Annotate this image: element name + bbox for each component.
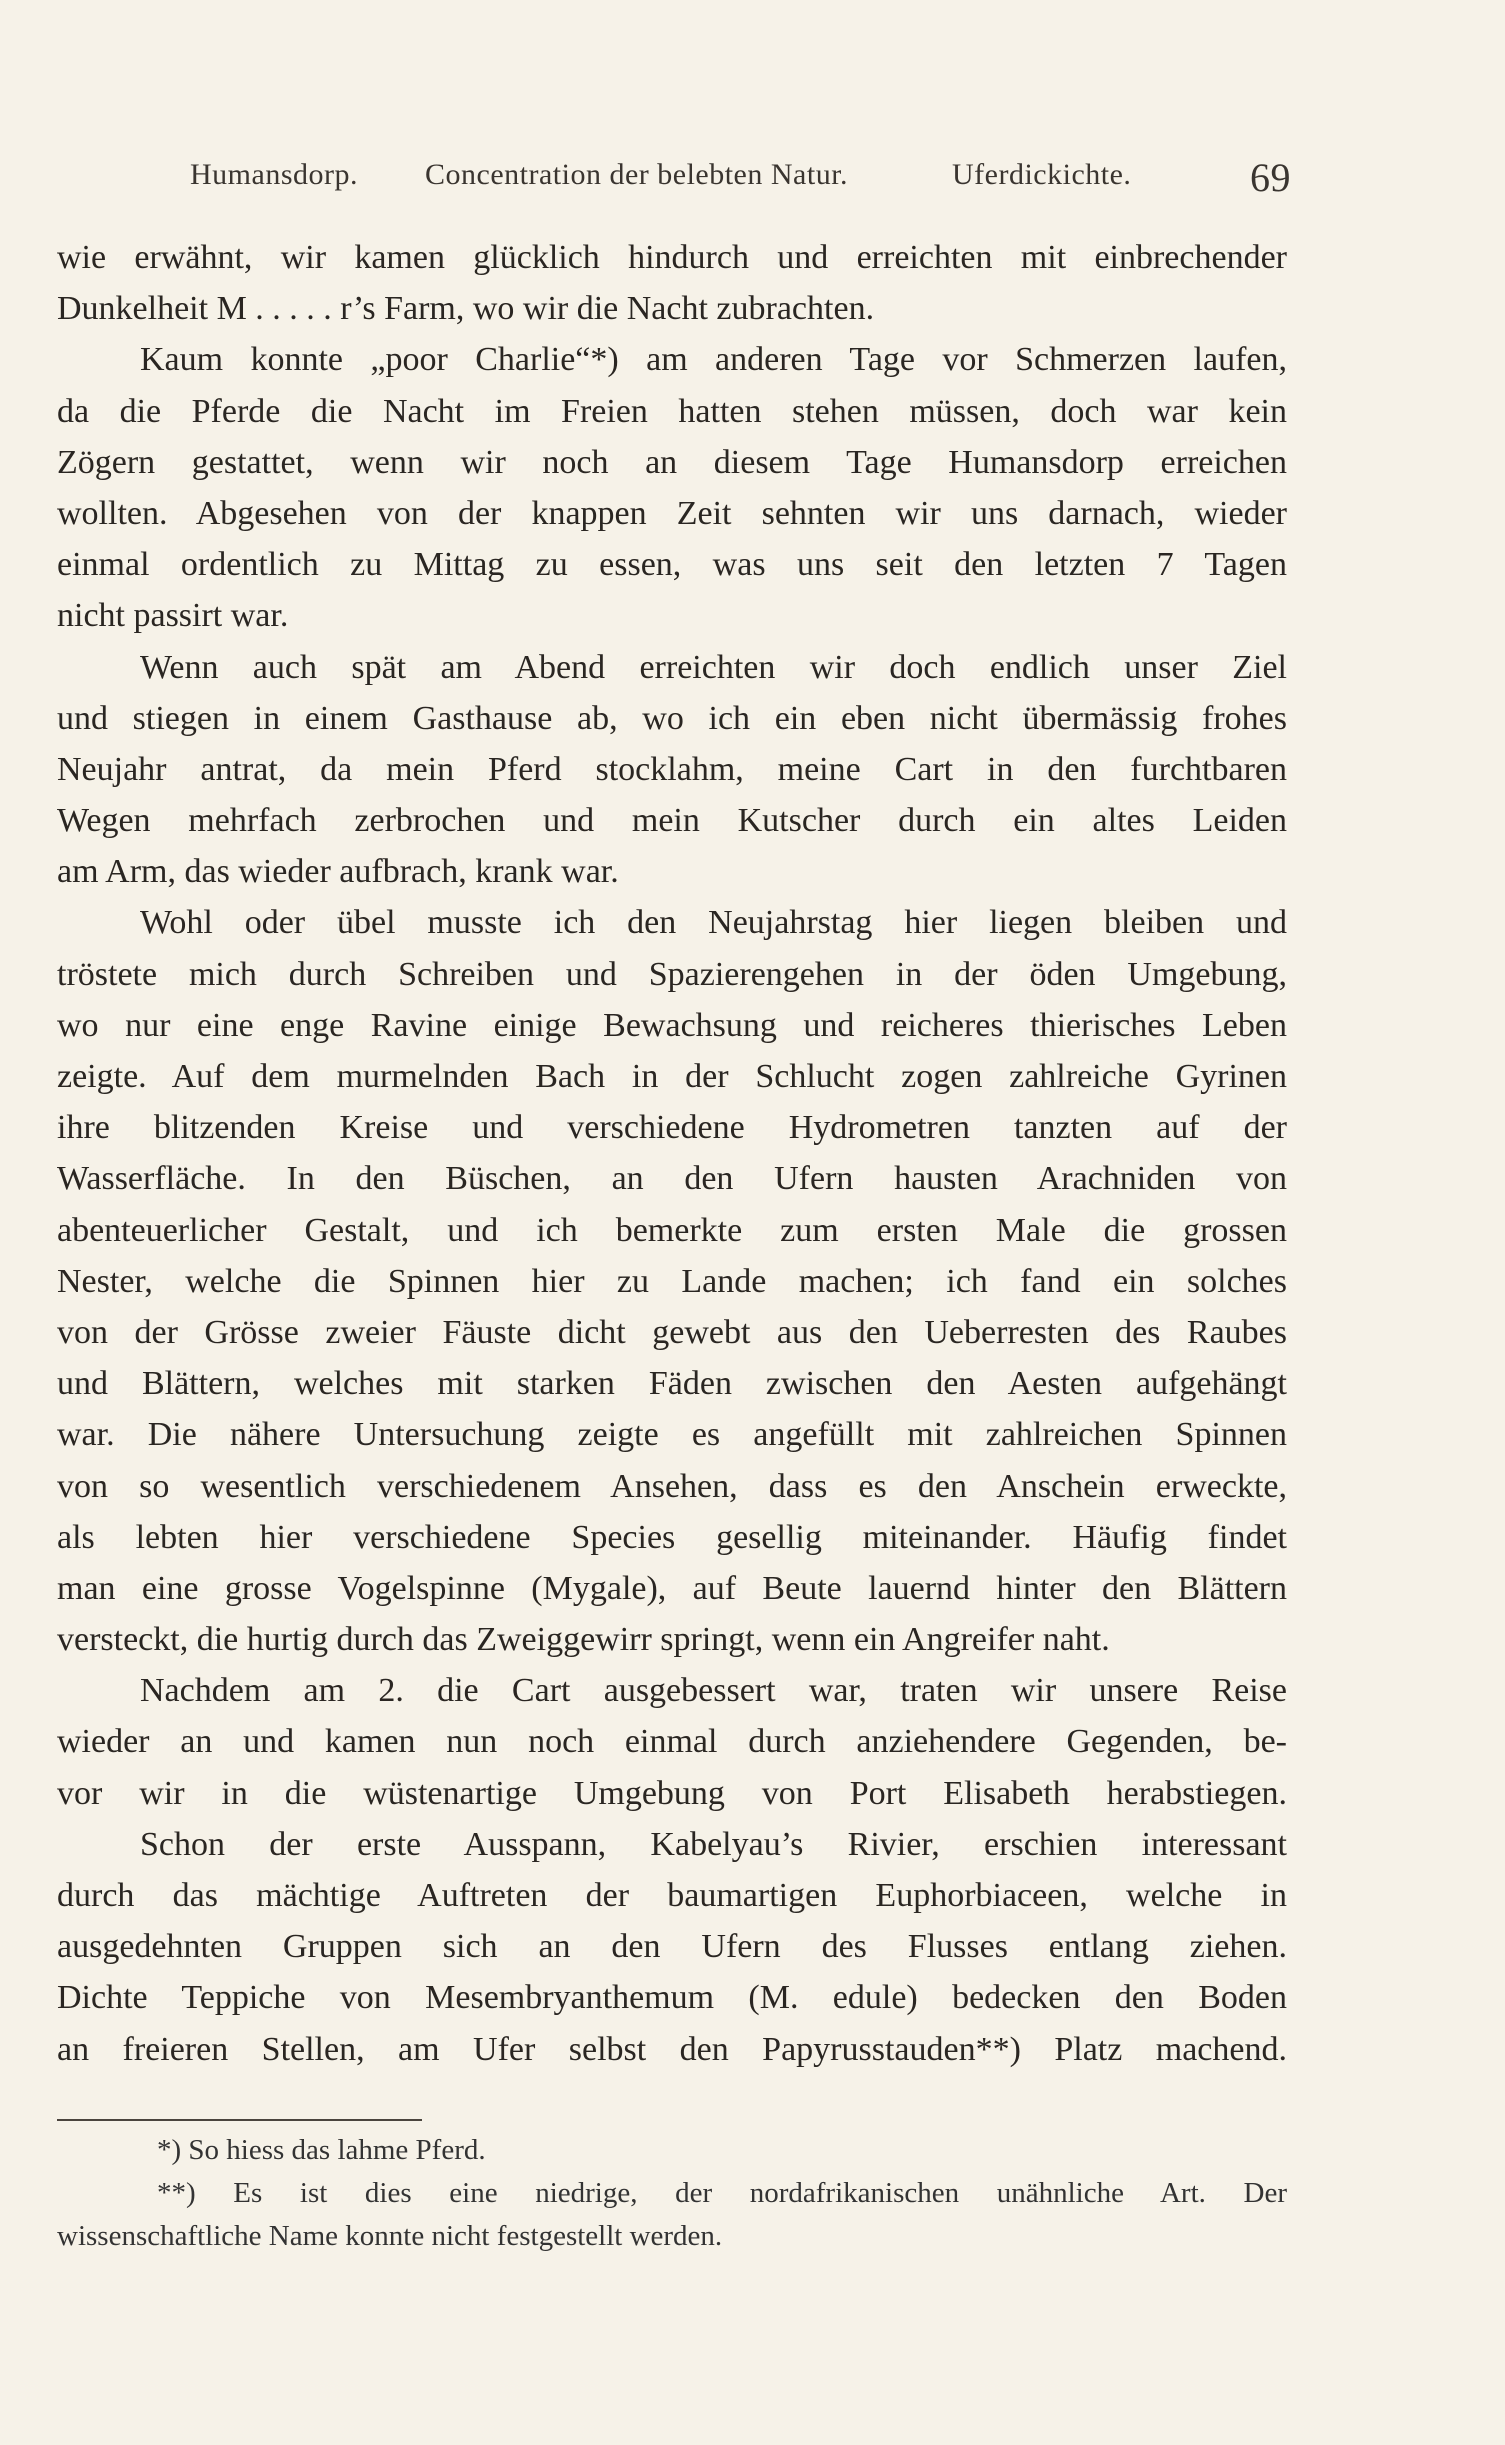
- footnote-line: **) Es ist dies eine niedrige, der nordafrikanischen unähnliche Art. Der: [157, 2177, 1287, 2209]
- text-line: Nester, welche die Spinnen hier zu Lande machen; ich fand ein solches: [57, 1262, 1287, 1300]
- text-line: war. Die nähere Untersuchung zeigte es angefüllt mit zahlreichen Spinnen: [57, 1416, 1287, 1454]
- text-line: wollten. Abgesehen von der knappen Zeit sehnten wir uns darnach, wieder: [57, 494, 1287, 532]
- page-number: 69: [1250, 155, 1291, 200]
- text-line: Nachdem am 2. die Cart ausgebessert war, traten wir unsere Reise: [140, 1672, 1287, 1710]
- text-line: ihre blitzenden Kreise und verschiedene Hydrometren tanzten auf der: [57, 1109, 1287, 1147]
- text-line: wo nur eine enge Ravine einige Bewachsung und reicheres thierisches Leben: [57, 1006, 1287, 1044]
- text-line: Kaum konnte „poor Charlie“*) am anderen Tage vor Schmerzen laufen,: [140, 341, 1287, 379]
- text-line: Schon der erste Ausspann, Kabelyau’s Rivier, erschien interessant: [140, 1825, 1287, 1863]
- text-line: durch das mächtige Auftreten der baumartigen Euphorbiaceen, welche in: [57, 1877, 1287, 1914]
- header-subtopic: Uferdickichte.: [952, 158, 1132, 191]
- footnotes: [57, 2129, 1287, 2258]
- text-line: einmal ordentlich zu Mittag zu essen, was uns seit den letzten 7 Tagen: [57, 546, 1287, 584]
- text-line: Wohl oder übel musste ich den Neujahrstag hier liegen bleiben und: [140, 904, 1287, 942]
- text-line: nicht passirt war.: [57, 597, 289, 635]
- header-topic: Concentration der belebten Natur.: [425, 158, 849, 191]
- text-line: wieder an und kamen nun noch einmal durch anziehendere Gegenden, be-: [57, 1723, 1287, 1761]
- text-line: wie erwähnt, wir kamen glücklich hindurch und erreichten mit einbrechender: [57, 239, 1287, 276]
- text-line: Neujahr antrat, da mein Pferd stocklahm, meine Cart in den furchtbaren: [57, 750, 1287, 788]
- text-line: am Arm, das wieder aufbrach, krank war.: [57, 853, 619, 891]
- text-line: und stiegen in einem Gasthause ab, wo ich ein eben nicht übermässig frohes: [57, 699, 1287, 737]
- text-line: Dichte Teppiche von Mesembryanthemum (M. edule) bedecken den Boden: [57, 1979, 1287, 2017]
- text-line: abenteuerlicher Gestalt, und ich bemerkte zum ersten Male die grossen: [57, 1211, 1287, 1249]
- text-line: versteckt, die hurtig durch das Zweiggewirr springt, wenn ein Angreifer naht.: [57, 1621, 1110, 1659]
- text-line: ausgedehnten Gruppen sich an den Ufern des Flusses entlang ziehen.: [57, 1928, 1287, 1966]
- text-line: Wegen mehrfach zerbrochen und mein Kutscher durch ein altes Leiden: [57, 802, 1287, 840]
- text-line: und Blättern, welches mit starken Fäden zwischen den Aesten aufgehängt: [57, 1365, 1287, 1403]
- text-line: Zögern gestattet, wenn wir noch an diesem Tage Humansdorp erreichen: [57, 443, 1287, 481]
- text-line: zeigte. Auf dem murmelnden Bach in der Schlucht zogen zahlreiche Gyrinen: [57, 1058, 1287, 1095]
- text-line: Wasserfläche. In den Büschen, an den Ufern hausten Arachniden von: [57, 1160, 1287, 1198]
- footnote-line: wissenschaftliche Name konnte nicht festgestellt werden.: [57, 2220, 723, 2252]
- text-line: von so wesentlich verschiedenem Ansehen, dass es den Anschein erweckte,: [57, 1467, 1287, 1505]
- text-line: da die Pferde die Nacht im Freien hatten stehen müssen, doch war kein: [57, 392, 1287, 430]
- text-line: von der Grösse zweier Fäuste dicht gewebt aus den Ueberresten des Raubes: [57, 1313, 1287, 1351]
- header-place: Humansdorp.: [190, 158, 358, 191]
- text-line: Dunkelheit M . . . . . r’s Farm, wo wir die Nacht zubrachten.: [57, 290, 875, 328]
- text-line: vor wir in die wüstenartige Umgebung von Port Elisabeth herabstiegen.: [57, 1774, 1287, 1812]
- main-text: [57, 232, 1287, 2075]
- running-header: [190, 155, 1291, 208]
- footnote-separator: [57, 2119, 422, 2121]
- text-line: Wenn auch spät am Abend erreichten wir doch endlich unser Ziel: [140, 648, 1287, 686]
- text-line: tröstete mich durch Schreiben und Spazierengehen in der öden Umgebung,: [57, 955, 1287, 993]
- text-line: man eine grosse Vogelspinne (Mygale), auf Beute lauernd hinter den Blättern: [57, 1569, 1287, 1607]
- text-line: als lebten hier verschiedene Species gesellig miteinander. Häufig findet: [57, 1518, 1287, 1556]
- footnote-line: *) So hiess das lahme Pferd.: [157, 2134, 486, 2166]
- text-line: an freieren Stellen, am Ufer selbst den Papyrusstauden**) Platz machend.: [57, 2030, 1287, 2068]
